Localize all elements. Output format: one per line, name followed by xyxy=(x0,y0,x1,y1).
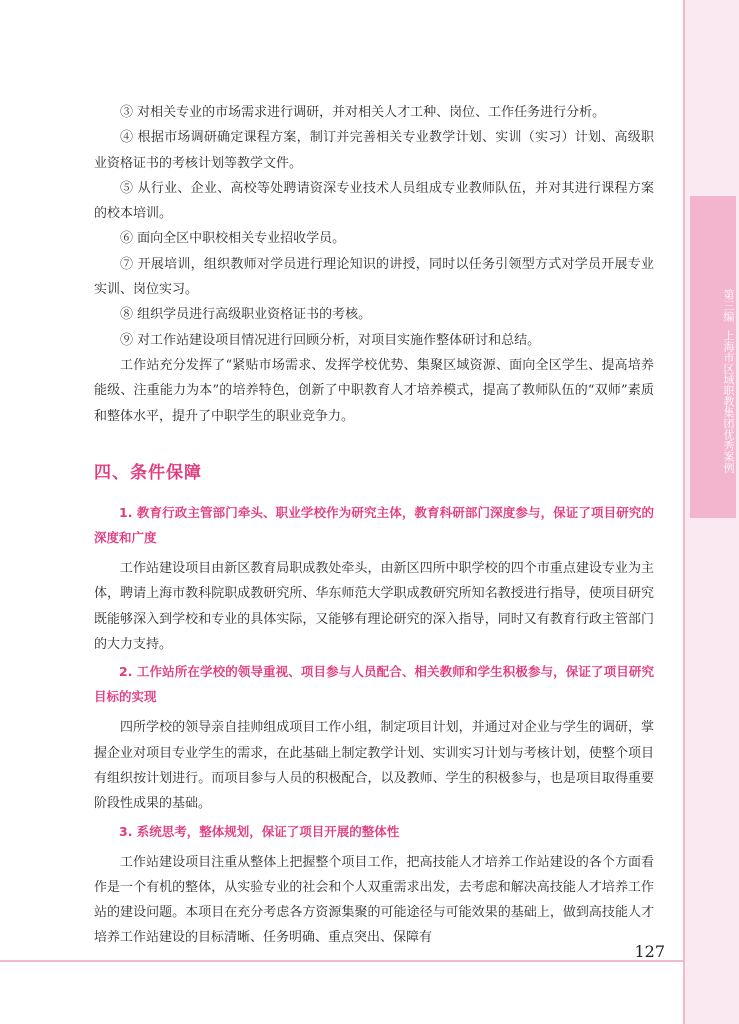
subsection-heading: 1. 教育行政主管部门牵头、职业学校作为研究主体，教育科研部门深度参与，保证了项目研究的深度和广度 xyxy=(94,505,654,546)
page-body xyxy=(94,100,654,951)
margin-rule xyxy=(683,0,685,1024)
list-item: ③ 对相关专业的市场需求进行调研，并对相关人才工种、岗位、工作任务进行分析。 xyxy=(120,105,606,120)
list-item: ④ 根据市场调研确定课程方案，制订并完善相关专业教学计划、实训（实习）计划、高级职业资格证书的考核计划等教学文件。 xyxy=(94,130,654,171)
subsection-paragraph: 四所学校的领导亲自挂帅组成项目工作小组，制定项目计划，并通过对企业与学生的调研，掌握企业对项目专业学生的需求，在此基础上制定教学计划、实训实习计划与考核计划，使整个项目有组织按计划进行。而项目参与人员的积极配合，以及教师、学生的积极参与，也是项目取得重要阶段性成果的基础。 xyxy=(94,720,654,812)
summary-paragraph: 工作站充分发挥了“紧贴市场需求、发挥学校优势、集聚区域资源、面向全区学生、提高培养能级、注重能力为本”的培养特色，创新了中职教育人才培养模式，提高了教师队伍的“双师”素质和整体水平，提升了中职学生的职业竞争力。 xyxy=(94,357,654,424)
chapter-side-tab xyxy=(690,196,736,518)
list-item: ⑦ 开展培训，组织教师对学员进行理论知识的讲授，同时以任务引领型方式对学员开展专业实训、岗位实习。 xyxy=(94,256,654,298)
subsection-paragraph: 工作站建设项目注重从整体上把握整个项目工作，把高技能人才培养工作站建设的各个方面看作是一个有机的整体，从实验专业的社会和个人双重需求出发，去考虑和解决高技能人才培养工作站的建设问题。本项目在充分考虑各方资源集聚的可能途径与可能效果的基础上，做到高技能人才培养工作站建设的目标清晰、任务明确、重点突出、保障有 xyxy=(94,854,654,946)
page-number: 127 xyxy=(634,942,665,961)
chapter-side-tab-text xyxy=(690,246,736,516)
subsection-paragraph: 工作站建设项目由新区教育局职成教处牵头，由新区四所中职学校的四个市重点建设专业为主体，聘请上海市教科院职成教研究所、华东师范大学职成教研究所知名教授进行指导，使项目研究既能够深入到学校和专业的具体实际，又能够有理论研究的深入指导，同时又有教育行政主管部门的大力支持。 xyxy=(94,561,654,653)
list-item: ⑤ 从行业、企业、高校等处聘请资深专业技术人员组成专业教师队伍，并对其进行课程方案的校本培训。 xyxy=(94,180,654,222)
side-tab-part: 第三编 xyxy=(722,289,735,322)
side-tab-book: 上海市区域职教集团优秀案例 xyxy=(722,330,735,473)
list-item: ⑧ 组织学员进行高级职业资格证书的考核。 xyxy=(120,307,372,323)
section-title: 四、条件保障 xyxy=(94,462,202,483)
footer-rule xyxy=(0,960,683,962)
list-item: ⑨ 对工作站建设项目情况进行回顾分析，对项目实施作整体研讨和总结。 xyxy=(120,332,541,348)
subsection-heading: 2. 工作站所在学校的领导重视、项目参与人员配合、相关教师和学生积极参与，保证了项目研究目标的实现 xyxy=(94,664,654,705)
list-item: ⑥ 面向全区中职校相关专业招收学员。 xyxy=(120,231,346,247)
subsection-heading: 3. 系统思考，整体规划，保证了项目开展的整体性 xyxy=(119,823,400,839)
